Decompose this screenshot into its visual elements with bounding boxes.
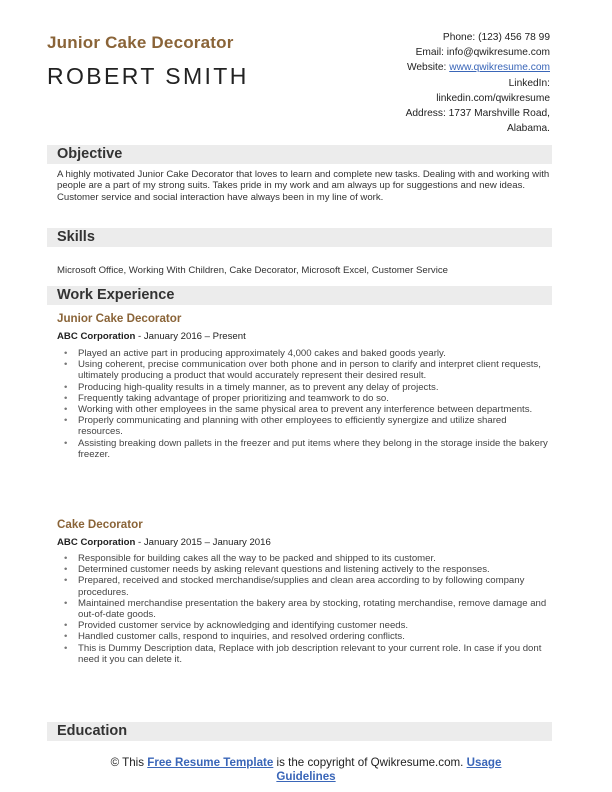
duty-item: [57, 404, 552, 415]
bullet-icon: •: [64, 348, 68, 359]
duty-item: [57, 620, 552, 631]
duty-item: [57, 598, 552, 620]
job-duties-list: [57, 553, 552, 665]
duty-text: Maintained merchandise presentation the bakery area by stocking, rotating merchandise, remove damage and out-of-date goods.: [78, 597, 547, 621]
bullet-icon: •: [64, 620, 68, 632]
copyright-footer: [0, 756, 612, 784]
duty-text: Responsible for building cakes all the way to be packed and shipped to its customer.: [78, 553, 436, 564]
duty-text: Handled customer calls, respond to inquiries, and resolved ordering conflicts.: [78, 631, 405, 643]
duty-text: Producing high-quality results in a timely manner, as to prevent any delay of projects.: [78, 381, 439, 393]
contact-linkedin-label: LinkedIn:: [508, 77, 550, 89]
website-link[interactable]: www.qwikresume.com: [449, 62, 550, 74]
work-heading: Work Experience: [57, 287, 175, 303]
work-section-header: [47, 286, 552, 305]
job-dates: - January 2016 – Present: [135, 331, 246, 342]
duty-item: [57, 359, 552, 381]
duty-text: Working with other employees in the same physical area to prevent any interference between departments.: [78, 404, 533, 416]
objective-text: A highly motivated Junior Cake Decorator that loves to learn and complete new tasks. Dealing with and working with people are a part of my strong suits. Takes pride in my work and am always up for suggestions and new ideas. Customer service and social interaction have always been in my line of work.: [57, 169, 550, 203]
duty-text: Provided customer service by acknowledging and identifying customer needs.: [78, 620, 409, 632]
objective-section-header: [47, 145, 552, 164]
education-heading: Education: [57, 723, 128, 739]
duty-item: [57, 438, 552, 460]
contact-block: [350, 30, 550, 136]
email-label: Email:: [415, 47, 444, 59]
duty-item: [57, 564, 552, 575]
bullet-icon: •: [64, 415, 68, 427]
contact-phone: [350, 30, 550, 45]
duty-item: [57, 348, 552, 359]
skills-heading: Skills: [57, 229, 95, 245]
resume-job-title: Junior Cake Decorator: [47, 33, 234, 52]
bullet-icon: •: [64, 597, 68, 609]
duty-item: [57, 631, 552, 642]
footer-text-wrap: [86, 756, 526, 784]
skills-text: Microsoft Office, Working With Children, Cake Decorator, Microsoft Excel, Customer Service: [57, 265, 448, 276]
footer-prefix: © This: [110, 756, 148, 769]
job-company-line: [57, 537, 271, 548]
website-label: Website:: [406, 62, 447, 74]
duty-text: Assisting breaking down pallets in the freezer and put items where they belong in the storage inside the bakery freezer.: [78, 437, 548, 460]
education-section-header: [47, 722, 552, 741]
duty-item: [57, 382, 552, 393]
contact-website: [350, 60, 550, 75]
usage-guidelines-link[interactable]: Usage Guidelines: [276, 756, 502, 783]
free-resume-template-link[interactable]: Free Resume Template: [147, 756, 274, 769]
bullet-icon: •: [64, 392, 68, 404]
contact-email: [350, 45, 550, 60]
company-name: ABC Corporation: [57, 537, 136, 548]
skills-section-header: [47, 228, 552, 247]
duty-text: Frequently taking advantage of proper prioritizing and teamwork to do so.: [78, 392, 389, 404]
bullet-icon: •: [64, 381, 68, 393]
duty-item: [57, 643, 552, 665]
job-role: Junior Cake Decorator: [57, 312, 182, 325]
duty-item: [57, 575, 552, 597]
email-value: info@qwikresume.com: [446, 47, 550, 59]
bullet-icon: •: [64, 564, 68, 576]
footer-middle: is the copyright of Qwikresume.com.: [273, 756, 467, 769]
contact-address-line2: Alabama.: [506, 123, 550, 135]
job-dates: - January 2015 – January 2016: [135, 537, 271, 548]
phone-value: (123) 456 78 99: [478, 32, 550, 43]
company-name: ABC Corporation: [57, 331, 136, 342]
bullet-icon: •: [64, 631, 68, 643]
contact-linkedin-value: linkedin.com/qwikresume: [436, 92, 550, 104]
bullet-icon: •: [64, 642, 68, 654]
candidate-name: ROBERT SMITH: [47, 63, 249, 89]
duty-item: [57, 393, 552, 404]
address-line1: 1737 Marshville Road,: [448, 108, 550, 120]
address-label: Address:: [405, 108, 446, 120]
contact-address: [350, 106, 550, 121]
duty-item: [57, 415, 552, 437]
duty-text: This is Dummy Description data, Replace with job description relevant to your current role. In case if you dont need it you can delete it.: [78, 642, 542, 665]
duty-item: [57, 553, 552, 564]
duty-text: Properly communicating and planning with other employees to efficiently synergize and utilize shared resources.: [78, 415, 507, 438]
job-company-line: [57, 331, 246, 342]
duty-text: Using coherent, precise communication over both phone and in person to clarify and interpret client requests, ultimately producing a product that would accurately represent their desired result.: [78, 359, 541, 382]
duty-text: Prepared, received and stocked merchandise/supplies and clean area according to by following company procedures.: [78, 575, 525, 598]
job-role: Cake Decorator: [57, 518, 143, 531]
bullet-icon: •: [64, 437, 68, 449]
bullet-icon: •: [64, 575, 68, 587]
bullet-icon: •: [64, 359, 68, 371]
phone-label: Phone:: [442, 32, 476, 43]
objective-heading: Objective: [57, 146, 123, 162]
duty-text: Determined customer needs by asking relevant questions and listening actively to the responses.: [78, 564, 490, 576]
bullet-icon: •: [64, 553, 68, 564]
bullet-icon: •: [64, 404, 68, 416]
duty-text: Played an active part in producing approximately 4,000 cakes and baked goods yearly.: [78, 348, 446, 359]
job-duties-list: [57, 348, 552, 460]
